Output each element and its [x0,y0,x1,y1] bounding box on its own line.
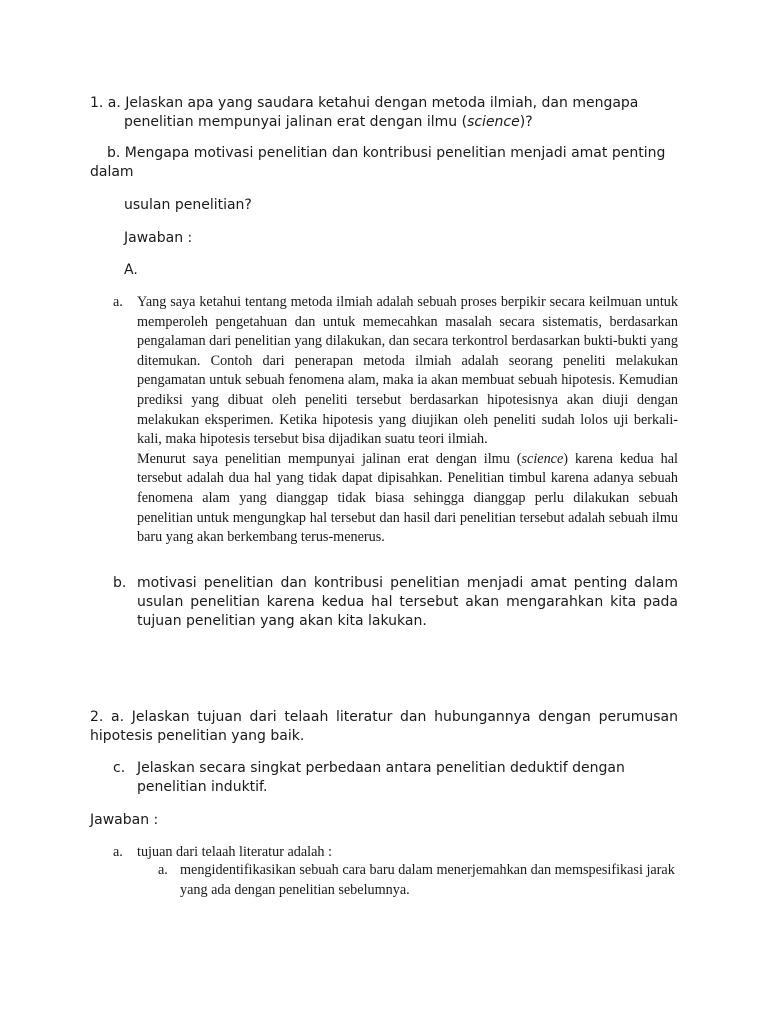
answer-2a-sub-text: mengidentifikasikan sebuah cara baru dalam menerjemahkan dan memspesifikasi jarak yang ada dengan penelitian sebelumnya. [180,862,675,898]
science-term-2: science [521,450,564,467]
question-2a: 2. a. Jelaskan tujuan dari telaah literatur dan hubungannya dengan perumusan hipotesis penelitian yang baik. [90,709,678,744]
question-1a-line1: 1. a. Jelaskan apa yang saudara ketahui dengan metoda ilmiah, dan mengapa [90,95,639,111]
jawaban-label-2: Jawaban : [90,812,159,828]
answer-2a-text: tujuan dari telaah literatur adalah : [137,844,332,860]
answer-1a-paragraph-1: Yang saya ketahui tentang metoda ilmiah adalah sebuah proses berpikir secara keilmuan untuk memperoleh pengetahuan dan untuk memecahkan masalah secara sistematis, berdasarkan pengalaman dari penelitian yang dilakukan, dan secara terkontrol berdasarkan bukti-bukti yang ditemukan. Contoh dari penerapan metoda ilmiah adalah seorang peneliti melakukan pengamatan untuk sebuah fenomena alam, maka ia akan membuat sebuah hipotesis. Kemudian prediksi yang dibuat oleh peneliti tersebut berdasarkan hipotesisnya akan diuji dengan melakukan eksperimen. Ketika hipotesis yang diujikan oleh peneliti sudah lolos uji berkali-kali, maka hipotesis tersebut bisa dijadikan suatu teori ilmiah. [137,294,678,448]
answer-1b-text: motivasi penelitian dan kontribusi penelitian menjadi amat penting dalam usulan penelitian karena kedua hal tersebut akan mengarahkan kita pada tujuan penelitian yang akan kita lakukan. [137,575,678,629]
answer-2a-marker: a. [113,844,123,860]
question-1b-line3: usulan penelitian? [124,197,252,213]
question-1a-text: penelitian mempunyai jalinan erat dengan ilmu ( [124,114,468,130]
question-2c-text: Jelaskan secara singkat perbedaan antara penelitian deduktif dengan penelitian induktif. [137,760,625,795]
answer-1a-body [137,293,678,548]
science-term: science [467,114,520,130]
answer-1a-p2-text: Menurut saya penelitian mempunyai jalinan erat dengan ilmu ( [137,450,522,467]
question-1b-line2: dalam [90,164,134,180]
answer-1a-marker: a. [113,294,123,310]
answer-1a-p2-rest: ) karena kedua hal tersebut adalah dua hal yang tidak dapat dipisahkan. Penelitian timbul karena adanya sebuah fenomena alam yang dianggap tidak biasa sehingga dianggap perlu dilakukan sebuah penelitian untuk mengungkap hal tersebut dan hasil dari penelitian tersebut adalah sebuah ilmu baru yang akan berkembang terus-menerus. [137,450,678,546]
answer-1b-marker: b. [113,575,127,591]
answer-1a-paragraph-2 [137,450,678,548]
question-1b-line1: b. Mengapa motivasi penelitian dan kontribusi penelitian menjadi amat penting [107,145,666,161]
question-1a [90,94,690,132]
question-1a-line2 [90,113,690,132]
question-2c-marker: c. [113,760,126,776]
question-1b [90,144,690,182]
question-1a-end: )? [519,114,533,130]
answer-heading-a: A. [124,262,138,278]
answer-2a-sub-marker: a. [158,862,168,878]
jawaban-label-1: Jawaban : [124,230,193,246]
